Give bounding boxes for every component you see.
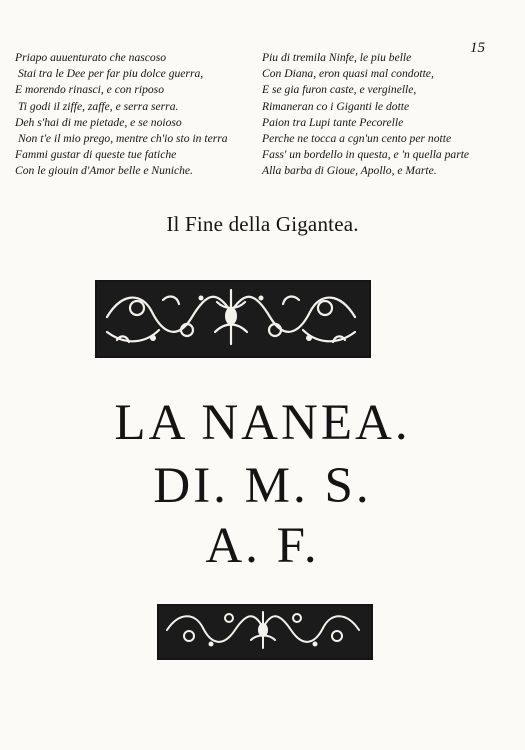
- verse-column-right: [262, 50, 469, 180]
- verse-line: Piu di tremila Ninfe, le piu belle: [262, 51, 412, 64]
- verse-column-left: [15, 50, 228, 180]
- title-line-3: A. F.: [205, 518, 320, 574]
- page-number: 15: [470, 40, 485, 56]
- verse-line: Alla barba di Gioue, Apollo, e Marte.: [262, 164, 437, 178]
- verse-line: Deh s'hai di me pietade, e se noioso: [15, 115, 182, 129]
- verse-line: Priapo auuenturato che nascoso: [15, 51, 167, 64]
- verse-line: Perche ne tocca a cgn'un cento per notte: [262, 132, 452, 146]
- verse-line: Ti godi il ziffe, zaffe, e serra serra.: [18, 99, 179, 113]
- closing-line: Il Fine della Gigantea.: [166, 212, 359, 236]
- verse-line: Fass' un bordello in questa, e 'n quella parte: [262, 148, 470, 162]
- verse-line: Stai tra le Dee per far piu dolce guerra,: [18, 67, 204, 81]
- ornament-tailpiece-art: [159, 606, 367, 654]
- title-line-1: LA NANEA.: [114, 395, 411, 451]
- ornament-headpiece: [95, 280, 371, 358]
- title-line-2: DI. M. S.: [153, 458, 372, 514]
- verse-line: Fammi gustar di queste tue fatiche: [15, 148, 177, 162]
- ornament-headpiece-art: [97, 282, 365, 352]
- verse-line: Rimaneran co i Giganti le dotte: [262, 99, 410, 113]
- verse-line: Non t'e il mio prego, mentre ch'io sto in terra: [18, 132, 228, 146]
- ornament-tailpiece: [157, 604, 373, 660]
- verse-line: E morendo rinasci, e con riposo: [15, 83, 164, 97]
- verse-line: Con le giouin d'Amor belle e Nuniche.: [15, 164, 193, 178]
- verse-line: E se gia furon caste, e verginelle,: [262, 83, 417, 97]
- verse-line: Con Diana, eron quasi mal condotte,: [262, 67, 434, 81]
- verse-line: Paion tra Lupi tante Pecorelle: [262, 115, 404, 129]
